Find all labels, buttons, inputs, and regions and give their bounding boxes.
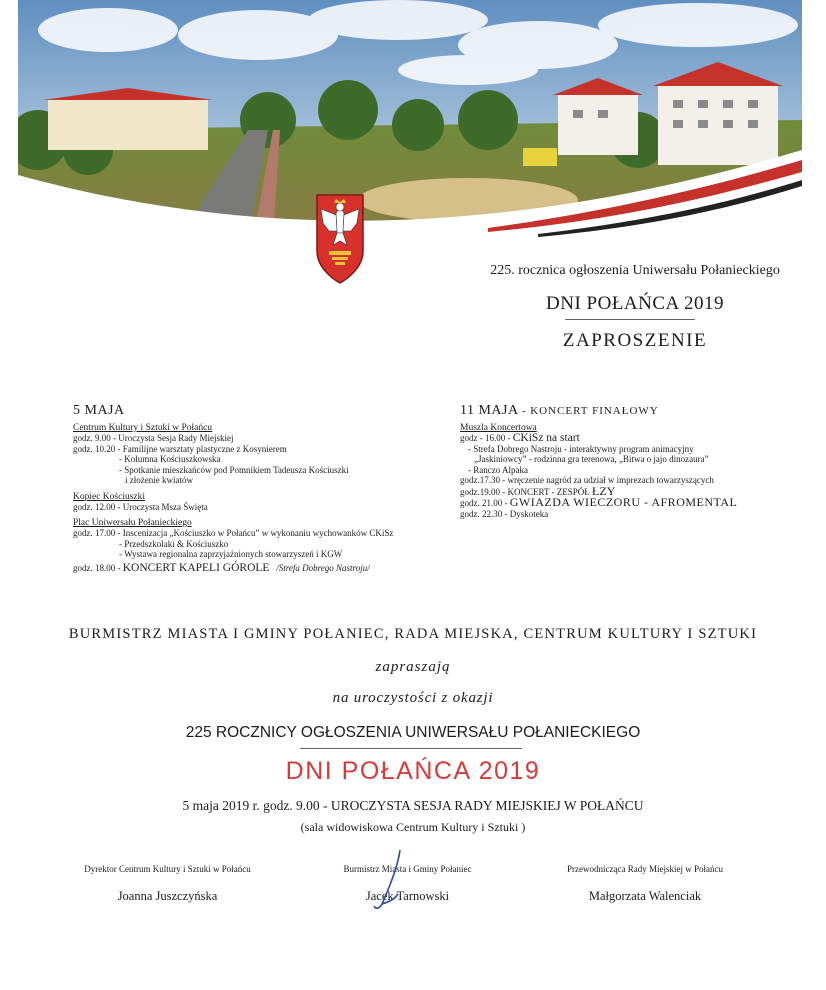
day1-schedule	[73, 403, 453, 573]
occasion-line: na uroczystości z okazji	[332, 690, 494, 706]
festival-title: DNI POŁAŃCA 2019	[285, 757, 541, 785]
signatory-name: Jacek Tarnowski	[365, 889, 450, 903]
session-line: 5 maja 2019 r. godz. 9.00 - UROCZYSTA SESJA RADY MIEJSKIEJ W POŁAŃCU	[182, 798, 644, 813]
anniversary-title: 225 ROCZNICY OGŁOSZENIA UNIWERSAŁU POŁANIECKIEGO	[185, 724, 641, 741]
signatory-name: Joanna Juszczyńska	[117, 889, 218, 903]
signatory-title: Dyrektor Centrum Kultury i Sztuki w Połańcu	[84, 864, 251, 874]
signatory-title: Burmistrz Miasta i Gminy Połaniec	[343, 864, 472, 874]
schedule-line	[460, 433, 800, 444]
schedule-line: - Ranczo Alpaka	[468, 464, 528, 475]
title-divider	[300, 748, 522, 749]
schedule-line-final	[73, 563, 453, 574]
schedule-line: godz. 22.30 - Dyskoteka	[460, 508, 549, 519]
zone-note: /Strefa Dobrego Nastroju/	[276, 562, 370, 573]
festival-heading: DNI POŁAŃCA 2019	[546, 293, 724, 314]
venue-name: Centrum Kultury i Sztuki w Połańcu	[73, 423, 213, 433]
invitation-heading: ZAPROSZENIE	[562, 330, 708, 351]
concert-name: KONCERT KAPELI GÓROLE	[122, 561, 270, 574]
event-name: CKiSz na start	[512, 432, 580, 444]
schedule-line: godz. 17.00 - Inscenizacja „Kościuszko w Połańcu” w wykonaniu wychowanków CKiSz	[73, 528, 394, 538]
day2-schedule	[460, 403, 800, 519]
signatory-title: Przewodnicząca Rady Miejskiej w Połańcu	[567, 864, 723, 874]
time-prefix: godz.19.00 - KONCERT - ZESPÓŁ	[460, 486, 593, 497]
schedule-line: i złożenie kwiatów	[125, 475, 193, 485]
schedule-line: - Kolumna Kościuszkowska	[119, 454, 221, 464]
venue-name: Muszla Koncertowa	[460, 423, 537, 433]
day1-title: 5 MAJA	[73, 403, 125, 418]
headliner-name: GWIAZDA WIECZORU - AFROMENTAL	[509, 495, 738, 509]
schedule-line: godz. 10.20 - Familijne warsztaty plastyczne z Kosynierem	[73, 443, 287, 454]
schedule-line: - Przedszkolaki & Kościuszko	[119, 538, 229, 549]
signature-block	[525, 864, 765, 904]
header-town-photo	[18, 0, 802, 240]
heading-divider	[565, 319, 695, 320]
time-prefix: godz. 21.00 -	[460, 498, 510, 508]
schedule-line	[460, 497, 800, 509]
schedule-line: godz. 9.00 - Uroczysta Sesja Rady Miejskiej	[73, 433, 234, 443]
invites-line: zapraszają	[375, 659, 451, 675]
venue-name: Plac Uniwersału Połanieckiego	[73, 518, 192, 528]
schedule-line: - Wystawa regionalna zaprzyjaźnionych stowarzyszeń i KGW	[119, 549, 343, 559]
signature-block	[50, 864, 285, 904]
venue-line: (sala widowiskowa Centrum Kultury i Sztuki )	[300, 820, 526, 834]
town-coat-of-arms-icon	[315, 193, 365, 285]
anniversary-heading: 225. rocznica ogłoszenia Uniwersału Połanieckiego	[490, 263, 780, 278]
schedule-line: - Strefa Dobrego Nastroju - interaktywny program animacyjny	[468, 443, 694, 454]
signatory-name: Małgorzata Walenciak	[588, 889, 702, 903]
schedule-line: „Jaskiniowcy” - rodzinna gra terenowa, „Bitwa o jajo dinozaura”	[474, 454, 709, 464]
day2-subtitle: - KONCERT FINAŁOWY	[521, 405, 659, 417]
day2-title-row	[460, 403, 800, 419]
venue-name: Kopiec Kościuszki	[73, 491, 146, 502]
time-prefix: godz - 16.00 -	[460, 433, 513, 443]
schedule-line: godz.17.30 - wręczenie nagród za udział w imprezach towarzyszących	[460, 475, 714, 485]
handwritten-signature-icon	[360, 846, 420, 916]
issuers-line: BURMISTRZ MIASTA I GMINY POŁANIEC, RADA MIEJSKA, CENTRUM KULTURY I SZTUKI	[68, 626, 758, 642]
band-name: ŁZY	[592, 483, 616, 498]
time-prefix: godz. 18.00 -	[73, 562, 123, 573]
schedule-line: - Spotkanie mieszkańców pod Pomnikiem Tadeusza Kościuszki	[119, 464, 349, 475]
day2-title: 11 MAJA	[460, 403, 518, 418]
schedule-line: godz. 12.00 - Uroczysta Msza Święta	[73, 501, 208, 512]
